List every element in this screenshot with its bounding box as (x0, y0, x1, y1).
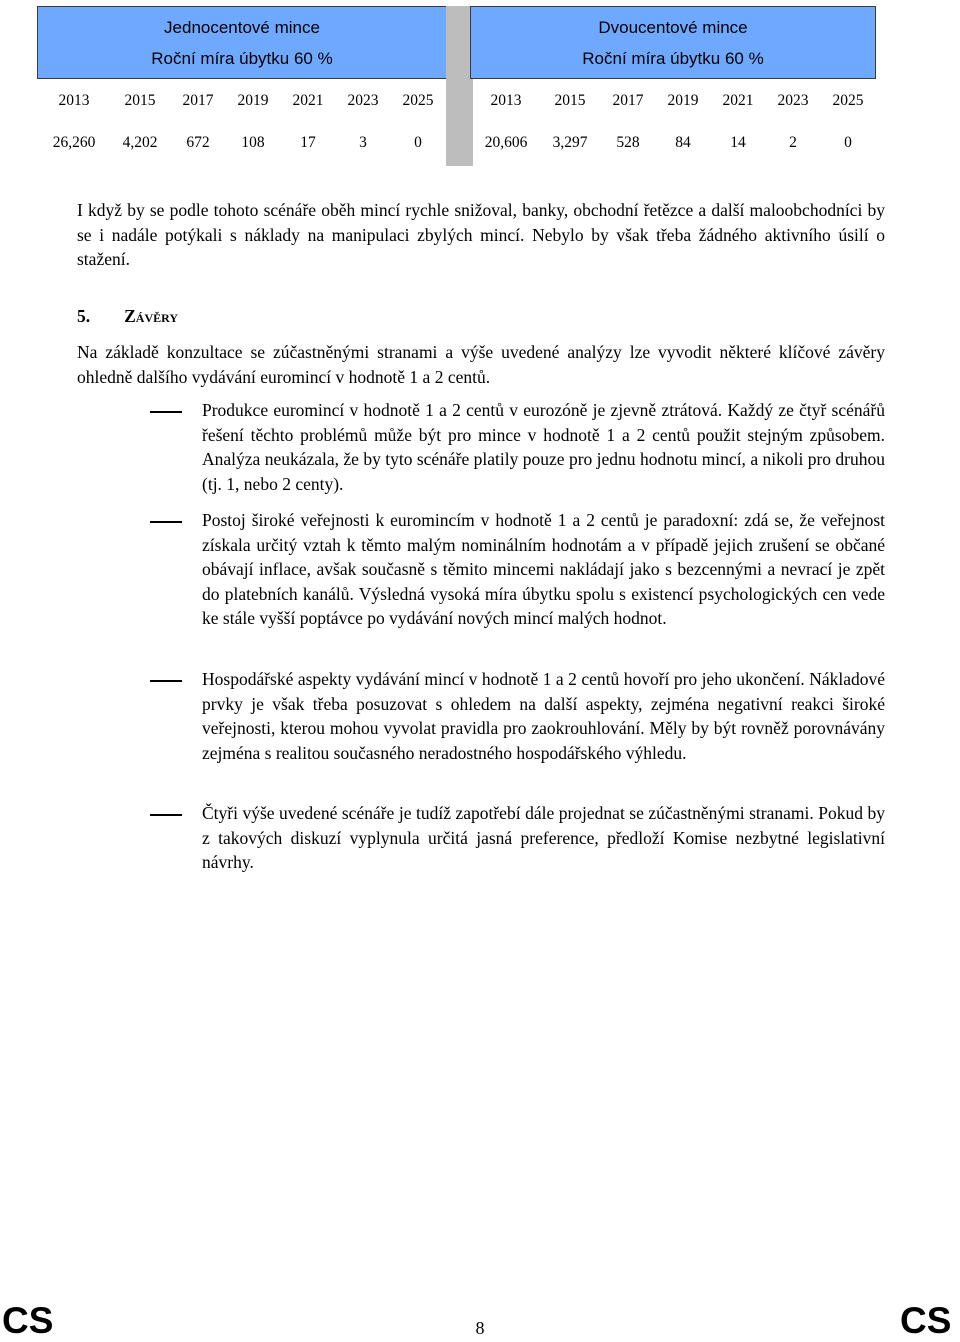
section-intro-paragraph: Na základě konzultace se zúčastněnými stranami a výše uvedené analýzy lze vyvodit některé klíčové závěry ohledně dalšího vydávání euromincí v hodnotě 1 a 2 centů. (77, 342, 885, 387)
section-title: Závěry (124, 306, 179, 326)
left-year-cell: 2019 (237, 92, 269, 109)
left-value-cell: 672 (186, 134, 210, 151)
right-year-cell: 2015 (554, 92, 586, 109)
bullet-dash (150, 680, 182, 682)
right-year-cell: 2017 (612, 92, 644, 109)
left-value-cell: 17 (300, 134, 316, 151)
intro-paragraph: I když by se podle tohoto scénáře oběh mincí rychle snižoval, banky, obchodní řetězce a další maloobchodníci by se i nadále potýkali s náklady na manipulaci zbylých mincí. Nebylo by však třeba žádného aktivního úsilí o stažení. (77, 200, 885, 269)
bullet-dash (150, 411, 182, 413)
left-year-cell: 2021 (292, 92, 324, 109)
left-year-cell: 2013 (58, 92, 90, 109)
bullet-item: Hospodářské aspekty vydávání mincí v hodnotě 1 a 2 centů hovoří pro jeho ukončení. Nákladové prvky je však třeba posuzovat s ohledem na další aspekty, zejména negativní reakci široké veřejnosti, kterou mohou vyvolat pravidla pro zaokrouhlování. Měly by být rovněž porovnávány zejména s realitou současného neradostného hospodářského výhledu. (202, 669, 885, 763)
right-year-cell: 2013 (490, 92, 522, 109)
right-year-cell: 2025 (832, 92, 864, 109)
two-cent-header-rate: Roční míra úbytku 60 % (582, 49, 764, 68)
section-heading (77, 306, 178, 327)
coin-loss-table (36, 6, 876, 166)
right-year-cell: 2019 (667, 92, 699, 109)
right-value-cell: 3,297 (552, 134, 588, 151)
right-year-cell: 2023 (777, 92, 809, 109)
bullet-item: Produkce euromincí v hodnotě 1 a 2 centů v eurozóně je zjevně ztrátová. Každý ze čtyř scénářů řešení těchto problémů může být pro mince v hodnotě 1 a 2 centů použit stejným způsobem. Analýza neukázala, že by tyto scénáře platily pouze pro jednu hodnotu mincí, a nikoli pro druhou (tj. 1, nebo 2 centy). (202, 400, 885, 494)
left-value-cell: 0 (414, 134, 422, 151)
bullet-item: Postoj široké veřejnosti k euromincím v hodnotě 1 a 2 centů je paradoxní: zdá se, že veřejnost získala určitý vztah k těmto malým nominálním hodnotám a v případě jejich zrušení se občané obávají inflace, avšak současně s těmito mincemi nakládají jako s bezcennými a nevrací je zpět do platebních kanálů. Výsledná vysoká míra úbytku spolu s existencí psychologických cen vede ke stále vyšší poptávce po vydávání nových mincí malých hodnot. (202, 510, 885, 628)
left-value-cell: 3 (359, 134, 367, 151)
bullet-dash (150, 521, 182, 523)
left-year-cell: 2017 (182, 92, 214, 109)
page-number: 8 (475, 1318, 485, 1338)
left-value-cell: 26,260 (52, 134, 96, 151)
bullet-dash (150, 814, 182, 816)
right-value-cell: 14 (730, 134, 746, 151)
left-year-cell: 2025 (402, 92, 434, 109)
two-cent-header-title: Dvoucentové mince (598, 18, 748, 37)
left-year-cell: 2015 (124, 92, 156, 109)
right-year-cell: 2021 (722, 92, 754, 109)
left-value-cell: 108 (241, 134, 265, 151)
left-year-cell: 2023 (347, 92, 379, 109)
column-separator (446, 6, 473, 166)
right-value-cell: 84 (675, 134, 691, 151)
one-cent-header (37, 6, 447, 79)
one-cent-header-rate: Roční míra úbytku 60 % (151, 49, 333, 68)
footer-language-left: CS (2, 1300, 54, 1341)
right-value-cell: 20,606 (484, 134, 528, 151)
right-value-cell: 528 (616, 134, 640, 151)
two-cent-header (470, 6, 876, 79)
footer-language-right: CS (900, 1300, 952, 1341)
bullet-item: Čtyři výše uvedené scénáře je tudíž zapotřebí dále projednat se zúčastněnými stranami. Pokud by z takových diskuzí vyplynula určitá jasná preference, předloží Komise nezbytné legislativní návrhy. (202, 803, 885, 872)
right-value-cell: 2 (789, 134, 797, 151)
right-value-cell: 0 (844, 134, 852, 151)
left-value-cell: 4,202 (122, 134, 158, 151)
section-number: 5. (77, 306, 91, 326)
one-cent-header-title: Jednocentové mince (164, 18, 320, 37)
